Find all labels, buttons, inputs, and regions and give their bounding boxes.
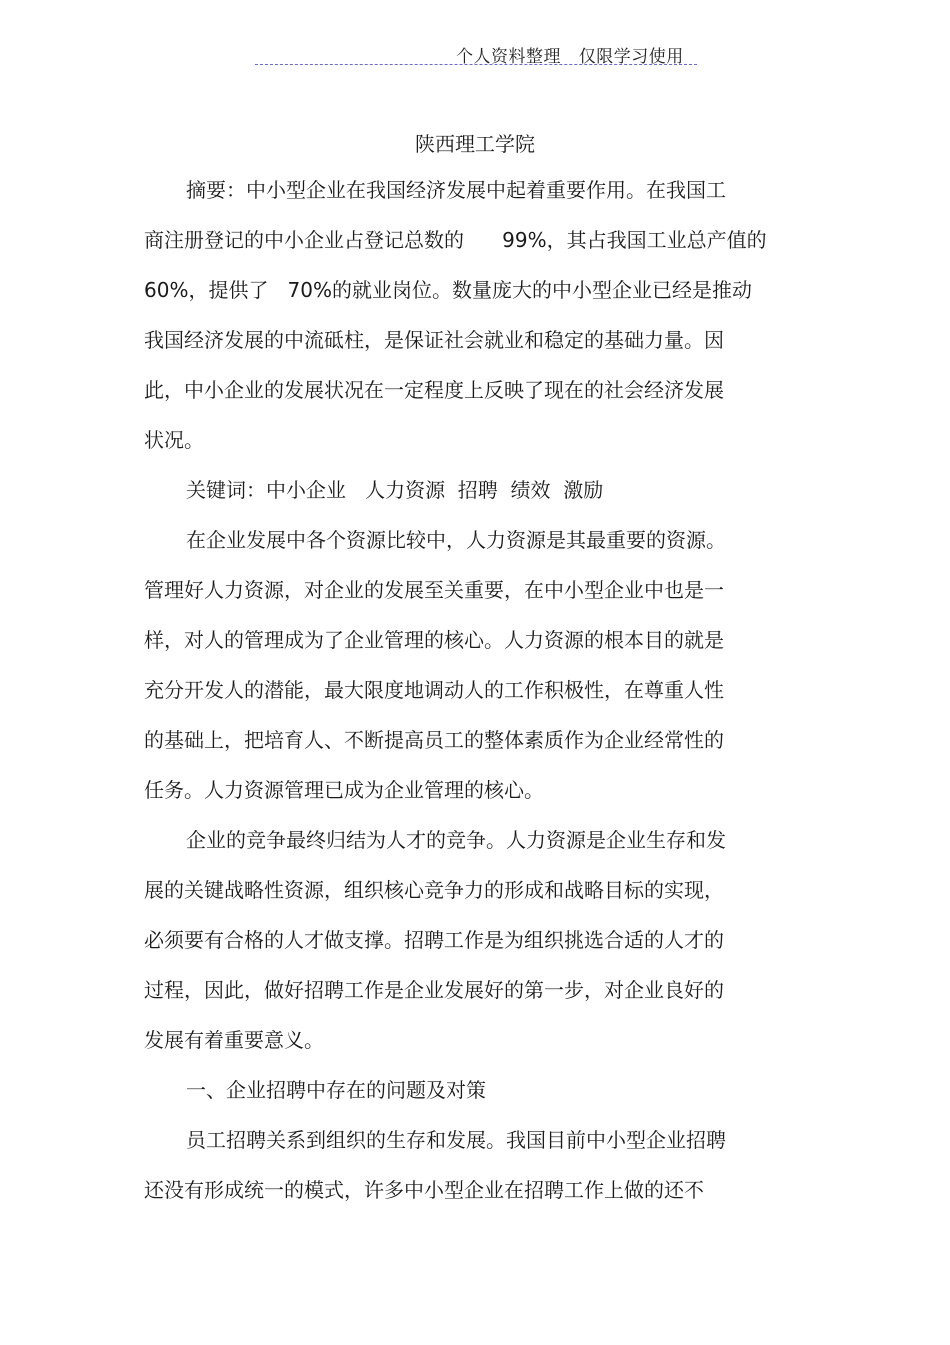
paragraph-2-line-1: 企业的竞争最终归结为人才的竞争。人力资源是企业生存和发 (186, 828, 726, 852)
paragraph-1-line-6: 任务。人力资源管理已成为企业管理的核心。 (144, 778, 544, 802)
paragraph-3-line-1: 员工招聘关系到组织的生存和发展。我国目前中小型企业招聘 (186, 1128, 726, 1152)
paragraph-2-line-3: 必须要有合格的人才做支撑。招聘工作是为组织挑选合适的人才的 (144, 928, 724, 952)
abstract-line-2: 商注册登记的中小企业占登记总数的 99%，其占我国工业总产值的 (144, 228, 767, 252)
abstract-line-1: 摘要：中小型企业在我国经济发展中起着重要作用。在我国工 (186, 178, 726, 202)
keywords-line: 关键词：中小企业 人力资源 招聘 绩效 激励 (186, 478, 604, 502)
document-title: 陕西理工学院 (415, 132, 535, 156)
paragraph-1-line-4: 充分开发人的潜能，最大限度地调动人的工作积极性，在尊重人性 (144, 678, 724, 702)
paragraph-2-line-2: 展的关键战略性资源，组织核心竞争力的形成和战略目标的实现， (144, 878, 724, 902)
paragraph-1-line-2: 管理好人力资源，对企业的发展至关重要，在中小型企业中也是一 (144, 578, 724, 602)
paragraph-2-line-4: 过程，因此，做好招聘工作是企业发展好的第一步，对企业良好的 (144, 978, 724, 1002)
paragraph-2-line-5: 发展有着重要意义。 (144, 1028, 324, 1052)
page-header: 个人资料整理 仅限学习使用 (456, 47, 684, 67)
abstract-line-5: 此，中小企业的发展状况在一定程度上反映了现在的社会经济发展 (144, 378, 724, 402)
paragraph-1-line-5: 的基础上，把培育人、不断提高员工的整体素质作为企业经常性的 (144, 728, 724, 752)
paragraph-1-line-3: 样，对人的管理成为了企业管理的核心。人力资源的根本目的就是 (144, 628, 724, 652)
paragraph-1-line-1: 在企业发展中各个资源比较中，人力资源是其最重要的资源。 (186, 528, 726, 552)
abstract-line-3: 60%，提供了 70%的就业岗位。数量庞大的中小型企业已经是推动 (144, 278, 752, 302)
header-dashed-rule (255, 64, 697, 65)
section-heading: 一、企业招聘中存在的问题及对策 (186, 1078, 486, 1102)
paragraph-3-line-2: 还没有形成统一的模式，许多中小型企业在招聘工作上做的还不 (144, 1178, 704, 1202)
abstract-line-6: 状况。 (144, 428, 204, 452)
abstract-line-4: 我国经济发展的中流砥柱，是保证社会就业和稳定的基础力量。因 (144, 328, 724, 352)
